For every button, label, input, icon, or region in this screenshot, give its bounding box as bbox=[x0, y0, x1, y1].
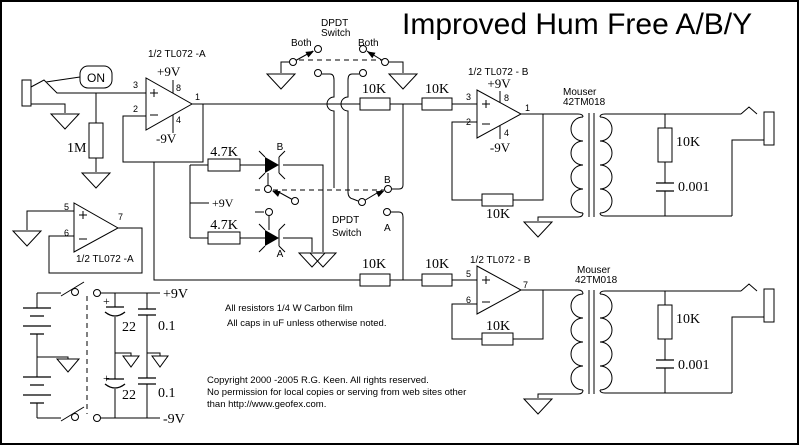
output-jack-a bbox=[764, 289, 774, 322]
resistor-value: 10K bbox=[676, 312, 701, 327]
note-line: All resistors 1/4 W Carbon film bbox=[225, 303, 353, 314]
contact bbox=[72, 289, 79, 296]
transformer-vendor: Mouser bbox=[563, 87, 597, 98]
opamp-name: 1/2 TL072 - B bbox=[470, 255, 531, 266]
pin-number: 6 bbox=[64, 228, 70, 238]
copyright-line: than http://www.geofex.com. bbox=[207, 399, 327, 410]
polarity-mark: + bbox=[103, 294, 110, 308]
contact bbox=[382, 59, 389, 66]
switch-label: Switch bbox=[321, 28, 351, 39]
resistor-value: 4.7K bbox=[210, 218, 238, 233]
pin-number: 5 bbox=[64, 202, 70, 212]
page-title: Improved Hum Free A/B/Y bbox=[402, 8, 753, 41]
contact bbox=[290, 59, 297, 66]
switch-label: DPDT bbox=[321, 18, 349, 29]
resistor-10k-load-b bbox=[658, 128, 672, 162]
resistor-value: 10K bbox=[424, 82, 450, 97]
resistor-value: 1M bbox=[67, 141, 87, 156]
resistor-value: 10K bbox=[676, 135, 701, 150]
resistor-10k-a-feedback bbox=[482, 333, 513, 345]
resistor-value: 10K bbox=[485, 207, 511, 222]
contact-label: A bbox=[384, 223, 391, 234]
contact bbox=[266, 209, 273, 216]
contact bbox=[359, 199, 366, 206]
copyright-line: No permission for local copies or serving from web sites other bbox=[207, 387, 467, 398]
input-jack bbox=[22, 80, 31, 106]
contact bbox=[360, 70, 367, 77]
contact bbox=[292, 198, 299, 205]
cap-value: 0.1 bbox=[158, 386, 176, 401]
polarity-mark: + bbox=[103, 371, 110, 385]
vminus-label: -9V bbox=[156, 131, 177, 146]
switch-label: Switch bbox=[332, 228, 362, 239]
pin-number: 6 bbox=[466, 295, 472, 305]
resistor-10k-b-feedback bbox=[482, 194, 513, 206]
resistor-10k-a1-series2 bbox=[422, 274, 452, 286]
vminus-label: -9V bbox=[489, 140, 511, 155]
resistor-10k-a1-series1 bbox=[360, 274, 390, 286]
pin-number: 3 bbox=[133, 80, 139, 90]
pin-number: 8 bbox=[176, 83, 182, 93]
position-label: Both bbox=[358, 38, 379, 49]
pin-number: 1 bbox=[195, 92, 201, 102]
cap-value: 0.001 bbox=[678, 358, 710, 373]
pin-number: 8 bbox=[504, 93, 510, 103]
rail-label: -9V bbox=[163, 412, 185, 427]
contact bbox=[315, 46, 322, 53]
pin-number: 1 bbox=[525, 103, 531, 113]
transformer-vendor: Mouser bbox=[577, 265, 611, 276]
opamp-name: 1/2 TL072 -A bbox=[148, 49, 206, 60]
opamp-name: 1/2 TL072 -A bbox=[76, 254, 134, 265]
output-jack-b bbox=[764, 112, 774, 145]
contact bbox=[315, 70, 322, 77]
position-label: Both bbox=[291, 38, 312, 49]
copyright-line: Copyright 2000 -2005 R.G. Keen. All rights reserved. bbox=[207, 375, 429, 386]
contact bbox=[94, 415, 101, 422]
resistor-value: 4.7K bbox=[210, 145, 238, 160]
contact bbox=[72, 414, 79, 421]
vplus-label: +9V bbox=[157, 64, 181, 79]
cap-value: 0.001 bbox=[678, 180, 710, 195]
rail-label: +9V bbox=[212, 196, 234, 210]
resistor-value: 10K bbox=[424, 257, 450, 272]
pin-number: 2 bbox=[133, 104, 139, 114]
pin-number: 2 bbox=[466, 117, 472, 127]
contact-label: B bbox=[384, 175, 391, 186]
cap-value: 22 bbox=[122, 320, 136, 335]
pin-number: 3 bbox=[466, 92, 472, 102]
contact bbox=[384, 209, 391, 216]
resistor-10k-b1-series2 bbox=[422, 98, 452, 110]
pin-number: 4 bbox=[504, 128, 510, 138]
note-line: All caps in uF unless otherwise noted. bbox=[227, 318, 387, 329]
resistor-4k7-led-b bbox=[208, 159, 240, 171]
cap-value: 0.1 bbox=[158, 319, 176, 334]
contact bbox=[265, 186, 272, 193]
contact bbox=[94, 290, 101, 297]
resistor-4k7-led-a bbox=[208, 232, 240, 244]
rail-label: +9V bbox=[163, 287, 189, 302]
resistor-1m-pulldown bbox=[89, 123, 103, 158]
pin-number: 5 bbox=[466, 269, 472, 279]
pin-number: 7 bbox=[118, 212, 124, 222]
vplus-label: +9V bbox=[487, 76, 511, 91]
resistor-value: 10K bbox=[485, 319, 511, 334]
resistor-value: 10K bbox=[361, 82, 387, 97]
pin-number: 4 bbox=[176, 115, 182, 125]
opamp-name: 1/2 TL072 - B bbox=[468, 67, 529, 78]
cap-value: 22 bbox=[122, 388, 136, 403]
on-label: ON bbox=[87, 71, 105, 85]
transformer-part: 42TM018 bbox=[563, 97, 606, 108]
switch-label: DPDT bbox=[332, 215, 360, 226]
pin-number: 7 bbox=[523, 280, 529, 290]
led-label: A bbox=[276, 249, 284, 260]
resistor-10k-load-a bbox=[658, 305, 672, 339]
contact bbox=[385, 186, 392, 193]
resistor-value: 10K bbox=[361, 257, 387, 272]
transformer-part: 42TM018 bbox=[575, 275, 618, 286]
led-label: B bbox=[276, 142, 284, 153]
resistor-10k-b1-series1 bbox=[360, 98, 390, 110]
